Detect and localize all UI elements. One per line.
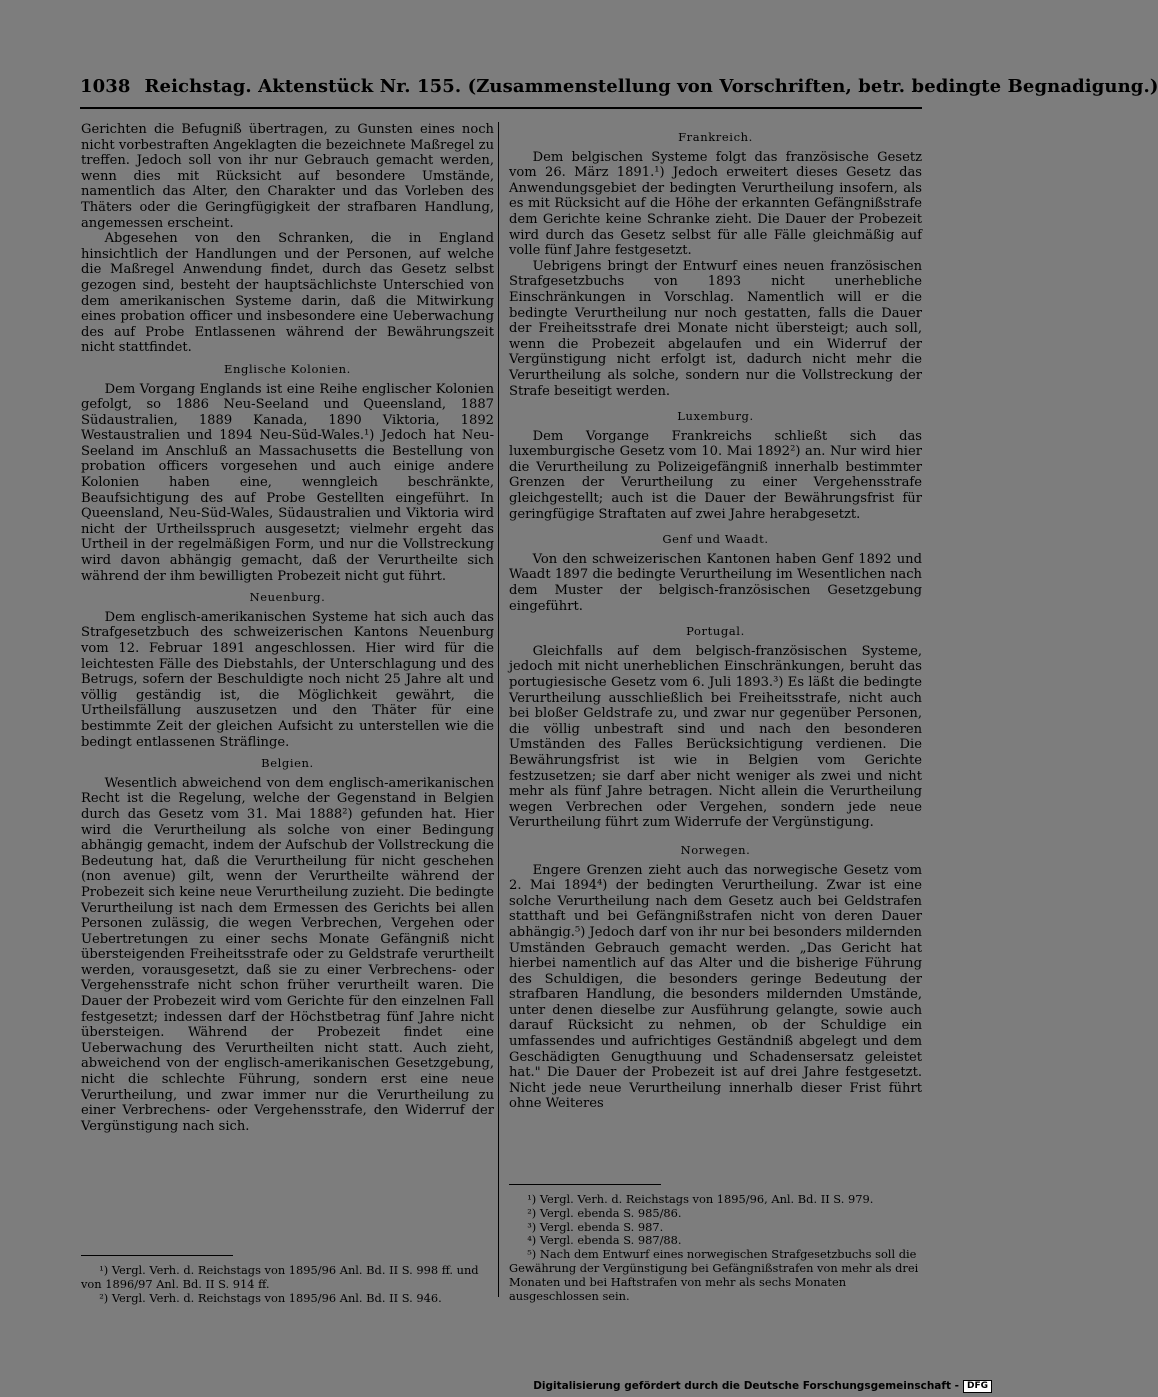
section-heading-genf-waadt: Genf und Waadt. — [662, 532, 769, 547]
paragraph: Gleichfalls auf dem belgisch-französischen Systeme, jedoch mit nicht unerheblichen Einschränkungen, beruht das portugiesische Gesetz vom 6. Juli 1893.³) Es läßt die bedingte Verurtheilung ausschließlich bei Freiheitsstrafe, nicht auch bei bloßer Geldstrafe zu, und zwar nur gegenüber Personen, die völlig unbestraft sind und nach den besonderen Umständen des Falles Berücksichtigung verdienen. Die Bewährungsfrist ist wie in Belgien vom Gerichte festzusetzen; sie darf aber nicht weniger als zwei und nicht mehr als fünf Jahre betragen. Nicht allein die Verurtheilung wegen Verbrechen oder Vergehen, sondern jede neue Verurtheilung führt zum Widerrufe der Vergünstigung. — [509, 643, 922, 831]
left-column — [81, 122, 494, 1134]
footnote: ⁴) Vergl. ebenda S. 987/88. — [527, 1233, 682, 1248]
page-title: Reichstag. Aktenstück Nr. 155. (Zusammenstellung von Vorschriften, betr. bedingte Begnadigung.) — [144, 76, 1158, 97]
paragraph: Dem englisch-amerikanischen Systeme hat sich auch das Strafgesetzbuch des schweizerischen Kantons Neuenburg vom 12. Februar 1891 angeschlossen. Hier wird für die leichtesten Fälle des Diebstahls, der Unterschlagung und des Betrugs, sofern der Beschuldigte noch nicht 25 Jahre alt und völlig geständig ist, die Möglichkeit gewährt, die Urtheilsfällung auszusetzen und den Thäter für eine bestimmte Zeit der gleichen Aufsicht zu unterstellen wie die bedingt entlassenen Sträflinge. — [81, 609, 494, 750]
footnote-rule — [509, 1184, 661, 1185]
section-heading-frankreich: Frankreich. — [678, 130, 753, 144]
footnote: ¹) Vergl. Verh. d. Reichstags von 1895/96, Anl. Bd. II S. 979. — [527, 1192, 874, 1206]
column-divider — [498, 122, 499, 1297]
paragraph: Dem Vorgange Frankreichs schließt sich das luxemburgische Gesetz vom 10. Mai 1892²) an. Nur wird hier die Verurtheilung zu Polizeigefängniß innerhalb bestimmter Grenzen der Verurtheilung zu einer Vergehensstrafe gleichgestellt; auch ist die Dauer der Bewährungsfrist für geringfügige Straftaten auf zwei Jahre herabgesetzt. — [509, 428, 922, 522]
section-heading-belgien: Belgien. — [261, 756, 314, 771]
footnote: ⁵) Nach dem Entwurf eines norwegischen Strafgesetzbuchs soll die Gewährung der Vergünstigung bei Gefängnißstrafen von mehr als drei Monaten und bei Haftstrafen von mehr als sechs Monaten ausgeschlossen sein. — [509, 1247, 919, 1303]
section-heading-norwegen: Norwegen. — [680, 842, 751, 857]
footnote: ²) Vergl. ebenda S. 985/86. — [527, 1205, 682, 1220]
footnote: ¹) Vergl. Verh. d. Reichstags von 1895/96 Anl. Bd. II S. 998 ff. und von 1896/97 Anl. Bd. II S. 914 ff. — [81, 1263, 479, 1291]
paragraph: Abgesehen von den Schranken, die in England hinsichtlich der Handlungen und der Personen, auf welche die Maßregel Anwendung findet, durch das Gesetz selbst gezogen sind, besteht der hauptsächlichste Unterschied von dem amerikanischen Systeme darin, daß die Mitwirkung eines probation officer und insbesondere eine Ueberwachung des auf Probe Entlassenen während der Bewährungszeit nicht stattfindet. — [81, 231, 494, 356]
paragraph: Gerichten die Befugniß übertragen, zu Gunsten eines noch nicht vorbestraften Angeklagten die bezeichnete Maßregel zu treffen. Jedoch soll von ihr nur Gebrauch gemacht werden, wenn dies mit Rücksicht auf besondere Umstände, namentlich das Alter, den Charakter und das Vorleben des Thäters oder die Geringfügigkeit der strafbaren Handlung, angemessen erscheint. — [81, 122, 494, 231]
paragraph: Dem belgischen Systeme folgt das französische Gesetz vom 26. März 1891.¹) Jedoch erweitert dieses Gesetz das Anwendungsgebiet der bedingten Verurtheilung insofern, als es mit Rücksicht auf die Höhe der erkannten Gefängnißstrafe dem Gerichte keine Schranke zieht. Die Dauer der Probezeit wird durch das Gesetz selbst für alle Fälle gleichmäßig auf volle fünf Jahre festgesetzt. — [509, 149, 922, 259]
paragraph: Von den schweizerischen Kantonen haben Genf 1892 und Waadt 1897 die bedingte Verurtheilung im Wesentlichen nach dem Muster der belgisch-französischen Gesetzgebung eingeführt. — [509, 551, 922, 614]
page-number: 1038 — [80, 76, 131, 97]
header-rule — [80, 107, 922, 109]
dfg-logo-icon: DFG — [963, 1380, 992, 1393]
paragraph: Engere Grenzen zieht auch das norwegische Gesetz vom 2. Mai 1894⁴) der bedingten Verurtheilung. Zwar ist eine solche Verurtheilung nach dem Gesetz auch bei Geldstrafen statthaft und bei Gefängnißstrafen nicht von deren Dauer abhängig.⁵) Jedoch darf von ihr nur bei besonders mildernden Umständen Gebrauch gemacht werden. „Das Gericht hat hierbei namentlich auf das Alter und die bisherige Führung des Schuldigen, die besonders geringe Bedeutung der strafbaren Handlung, die besonders mildernden Umstände, unter denen dieselbe zur Ausführung gelangte, sowie auch darauf Rücksicht zu nehmen, ob der Schuldige ein umfassendes und aufrichtiges Geständniß abgelegt und dem Geschädigten Genugthuung und Schadensersatz geleistet hat." Die Dauer der Probezeit ist auf drei Jahre festgesetzt. Nicht jede neue Verurtheilung innerhalb dieser Frist führt ohne Weiteres — [509, 862, 922, 1112]
digitization-credit — [533, 1379, 992, 1393]
footnote-rule — [81, 1255, 233, 1256]
section-heading-luxemburg: Luxemburg. — [677, 409, 754, 424]
paragraph: Dem Vorgang Englands ist eine Reihe englischer Kolonien gefolgt, so 1886 Neu-Seeland und Queensland, 1887 Südaustralien, 1889 Kanada, 1890 Viktoria, 1892 Westaustralien und 1894 Neu-Süd-Wales.¹) Jedoch hat Neu-Seeland im Anschluß an Massachusetts die Bestellung von probation officers vorgesehen und auch einige andere Kolonien haben eine, wenngleich beschränkte, Beaufsichtigung des auf Probe Gestellten eingeführt. In Queensland, Neu-Süd-Wales, Südaustralien und Viktoria wird nicht der Urtheilsspruch ausgesetzt; vielmehr ergeht das Urtheil in der regelmäßigen Form, und nur die Vollstreckung wird davon abhängig gemacht, daß der Verurtheilte sich während der ihm bewilligten Probezeit nicht gut führt. — [81, 381, 494, 584]
section-heading-portugal: Portugal. — [686, 624, 745, 639]
credit-text: Digitalisierung gefördert durch die Deutsche Forschungsgemeinschaft - — [533, 1380, 959, 1392]
paragraph: Uebrigens bringt der Entwurf eines neuen französischen Strafgesetzbuchs von 1893 nicht unerhebliche Einschränkungen in Vorschlag. Namentlich will er die bedingte Verurtheilung nur noch gestatten, falls die Dauer der Freiheitsstrafe drei Monate nicht übersteigt; auch soll, wenn die Probezeit abgelaufen und ein Widerruf der Vergünstigung nicht erfolgt ist, dadurch nicht mehr die Verurtheilung als solche, sondern nur die Vollstreckung der Strafe beseitigt werden. — [509, 258, 922, 399]
section-heading-englische-kolonien: Englische Kolonien. — [224, 361, 351, 376]
section-heading-neuenburg: Neuenburg. — [249, 590, 326, 605]
footnote: ²) Vergl. Verh. d. Reichstags von 1895/96 Anl. Bd. II S. 946. — [99, 1290, 442, 1305]
footnotes-left — [81, 1241, 494, 1305]
page-header — [80, 76, 1158, 106]
right-column — [509, 122, 922, 1112]
paragraph: Wesentlich abweichend von dem englisch-amerikanischen Recht ist die Regelung, welche der Gegenstand in Belgien durch das Gesetz vom 31. Mai 1888²) gefunden hat. Hier wird die Verurtheilung als solche von einer Bedingung abhängig gemacht, indem der Aufschub der Vollstreckung die Bedeutung hat, daß die Verurtheilung für nicht geschehen (non avenue) gilt, wenn der Verurtheilte während der Probezeit sich keine neue Verurtheilung zuzieht. Die bedingte Verurtheilung ist nach dem Ermessen des Gerichts bei allen Personen zulässig, die wegen Verbrechen, Vergehen oder Uebertretungen zu einer sechs Monate Gefängniß nicht übersteigenden Freiheitsstrafe oder zu Geldstrafe verurtheilt werden, vorausgesetzt, daß sie zu einer Verbrechens- oder Vergehensstrafe nicht schon früher verurtheilt waren. Die Dauer der Probezeit wird vom Gerichte für den einzelnen Fall festgesetzt; indessen darf der Höchstbetrag fünf Jahre nicht übersteigen. Während der Probezeit findet eine Ueberwachung des Verurtheilten nicht statt. Auch zieht, abweichend von der englisch-amerikanischen Gesetzgebung, nicht die schlechte Führung, sondern erst eine neue Verurtheilung, und zwar immer nur die Verurtheilung zu einer Verbrechens- oder Vergehensstrafe, den Widerruf der Vergünstigung nach sich. — [81, 775, 494, 1134]
footnotes-right — [509, 1170, 922, 1303]
footnote: ³) Vergl. ebenda S. 987. — [527, 1219, 664, 1234]
